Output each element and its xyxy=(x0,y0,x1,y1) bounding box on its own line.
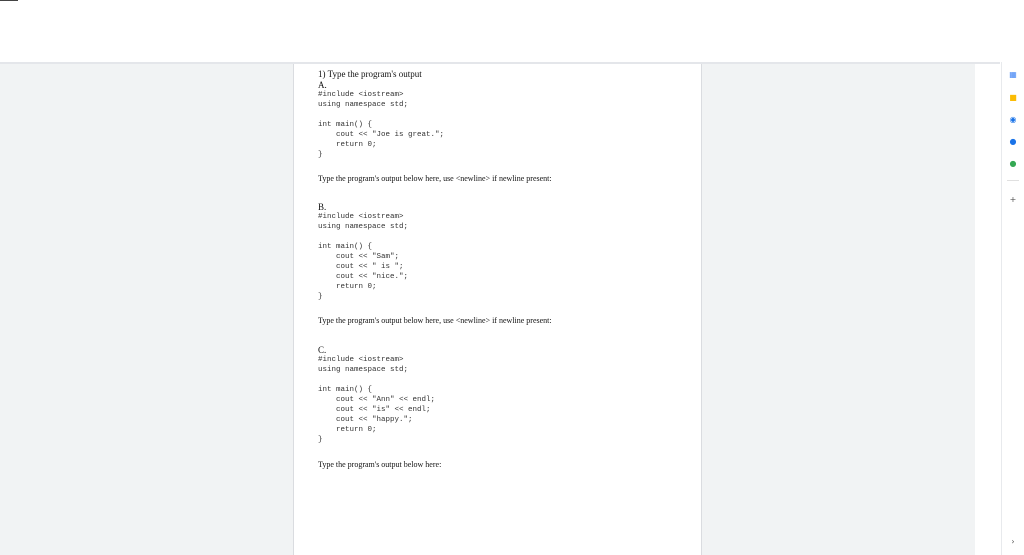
part-c-prompt: Type the program's output below here: xyxy=(318,460,442,469)
part-b-prompt: Type the program's output below here, use <newline> if newline present: xyxy=(318,316,552,325)
side-panel-divider xyxy=(1007,180,1019,181)
corner-mark xyxy=(0,0,18,1)
plus-icon-glyph: + xyxy=(1009,195,1017,204)
contacts-icon[interactable] xyxy=(1008,137,1018,147)
part-a-letter: A. xyxy=(318,80,327,90)
tasks-icon[interactable] xyxy=(1008,115,1018,125)
tasks-icon-glyph: ◉ xyxy=(1009,115,1017,124)
calendar-icon-glyph: ▦ xyxy=(1009,70,1017,79)
keep-icon-glyph: ■ xyxy=(1009,93,1017,102)
part-c-code: #include <iostream> using namespace std; int main() { cout << "Ann" << endl; cout << "is" << endl; cout << "happy."; return 0; } xyxy=(318,356,436,444)
toolbar-area xyxy=(0,0,1024,62)
chevron-right-icon[interactable] xyxy=(1008,537,1018,547)
part-b-letter: B. xyxy=(318,202,327,212)
contacts-icon-glyph: ● xyxy=(1009,137,1017,146)
plus-icon[interactable] xyxy=(1008,195,1018,205)
side-panel xyxy=(1001,62,1024,555)
maps-icon-glyph: ● xyxy=(1009,159,1017,168)
part-c-letter: C. xyxy=(318,345,327,355)
chevron-right-icon-glyph: › xyxy=(1011,537,1015,546)
question-title: 1) Type the program's output xyxy=(318,69,422,79)
calendar-icon[interactable] xyxy=(1008,70,1018,80)
keep-icon[interactable] xyxy=(1008,93,1018,103)
part-b-code: #include <iostream> using namespace std; int main() { cout << "Sam"; cout << " is "; cout << "nice."; return 0; } xyxy=(318,213,409,301)
document-page[interactable] xyxy=(293,64,702,555)
part-a-code: #include <iostream> using namespace std; int main() { cout << "Joe is great."; return 0; } xyxy=(318,91,445,159)
document-content xyxy=(318,69,688,470)
part-a-prompt: Type the program's output below here, use <newline> if newline present: xyxy=(318,174,552,183)
maps-icon[interactable] xyxy=(1008,159,1018,169)
